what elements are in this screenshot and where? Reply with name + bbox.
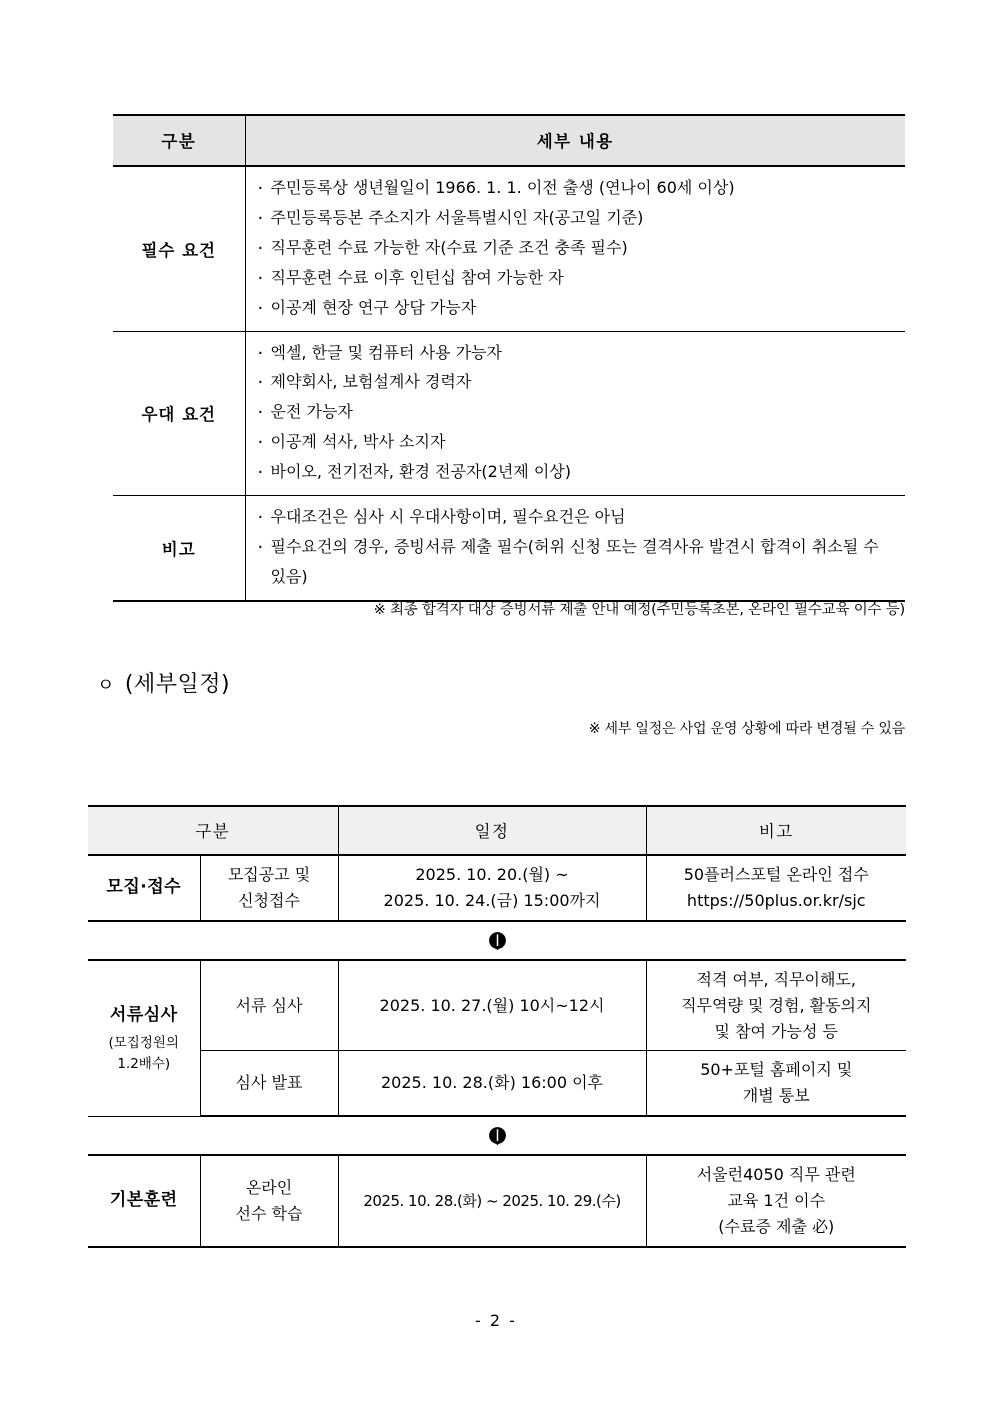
row-content-preferred [245,331,905,496]
remark-cell-result-announcement [646,1051,906,1116]
schedule-table [88,805,906,1248]
remark-line: 50+포털 홈페이지 및 [700,1060,853,1080]
row-content-essential [245,166,905,331]
flow-arrow-row [88,1116,906,1155]
stage-label-recruitment: 모집·접수 [88,855,200,921]
table-row [88,1155,906,1247]
task-line: 신청접수 [238,890,300,910]
task-label-document-review: 서류 심사 [200,960,338,1051]
bullet-list [256,502,900,592]
date-line: 2025. 10. 20.(월) ~ [415,865,569,884]
date-line: 2025. 10. 24.(금) 15:00까지 [383,890,601,910]
row-label-essential: 필수 요건 [113,166,245,331]
date-cell-document-review: 2025. 10. 27.(월) 10시~12시 [338,960,646,1051]
requirements-table [113,114,905,602]
col-header-remarks: 비고 [646,806,906,855]
remark-line: 직무역량 및 경험, 활동의지 [681,995,872,1015]
remark-line: 교육 1건 이수 [727,1191,826,1211]
table-row [88,855,906,921]
down-arrow-in-circle-icon [487,930,508,951]
table-row [113,331,905,496]
table-row [113,496,905,601]
table-row [113,166,905,331]
list-item: · 우대조건은 심사 시 우대사항이며, 필수요건은 아님 [256,502,900,532]
task-label-recruitment [200,855,338,921]
stage-label-basic-training: 기본훈련 [88,1155,200,1247]
remark-line: (수료증 제출 必) [718,1216,835,1236]
table1-footnote: ※ 최종 합격자 대상 증빙서류 제출 안내 예정(주민등록초본, 온라인 필수교육 이수 등) [373,602,905,618]
list-item: · 직무훈련 수료 가능한 자(수료 기준 조건 충족 필수) [256,233,900,263]
list-item: · 제약회사, 보험설계사 경력자 [256,367,900,397]
task-label-result-announcement: 심사 발표 [200,1051,338,1116]
list-item: · 이공계 현장 연구 상담 가능자 [256,293,900,323]
list-item: · 주민등록등본 주소지가 서울특별시인 자(공고일 기준) [256,203,900,233]
table-header-row [88,806,906,855]
list-item: · 필수요건의 경우, 증빙서류 제출 필수(허위 신청 또는 결격사유 발견시 합격이 취소될 수 있음) [256,532,900,592]
col-header-category: 구분 [88,806,338,855]
remark-cell-recruitment [646,855,906,921]
col-header-schedule: 일정 [338,806,646,855]
col-header-details: 세부 내용 [245,115,905,166]
task-line: 모집공고 및 [227,865,311,884]
portal-url-link[interactable]: https://50plus.or.kr/sjc [686,890,866,910]
stage-label-document-review [88,960,200,1117]
flow-arrow-cell [88,1116,906,1155]
stage-subtitle [92,1030,196,1075]
flow-arrow-cell [88,921,906,960]
list-item: · 직무훈련 수료 이후 인턴십 참여 가능한 자 [256,263,900,293]
task-label-basic-training [200,1155,338,1247]
remark-line: 적격 여부, 직무이해도, [696,969,856,989]
remark-line: 및 참여 가능성 등 [714,1021,838,1041]
remark-cell-document-review [646,960,906,1051]
bullet-list [256,338,900,488]
remark-line: 50플러스포털 온라인 접수 [683,865,869,884]
row-label-remarks: 비고 [113,496,245,601]
col-header-category: 구분 [113,115,245,166]
list-item: · 주민등록상 생년월일이 1966. 1. 1. 이전 출생 (연나이 60세 이상) [256,173,900,203]
date-cell-basic-training: 2025. 10. 28.(화) ~ 2025. 10. 29.(수) [338,1155,646,1247]
section-heading [97,667,230,698]
list-item: · 바이오, 전기전자, 환경 전공자(2년제 이상) [256,457,900,487]
stage-subtitle-line: (모집정원의 [108,1034,179,1051]
task-line: 온라인 [245,1178,293,1198]
remark-cell-basic-training [646,1155,906,1247]
task-line: 선수 학습 [235,1204,303,1224]
stage-title: 서류심사 [109,1005,178,1026]
flow-arrow-row [88,921,906,960]
bullet-list [256,173,900,323]
list-item: · 이공계 석사, 박사 소지자 [256,427,900,457]
down-arrow-in-circle-icon [487,1125,508,1146]
list-item: · 운전 가능자 [256,397,900,427]
date-cell-recruitment [338,855,646,921]
remark-line: 서울런4050 직무 관련 [696,1165,856,1185]
table-header-row [113,115,905,166]
row-label-preferred: 우대 요건 [113,331,245,496]
table-row [88,960,906,1051]
remark-line: 개별 통보 [742,1086,810,1106]
list-item: · 엑셀, 한글 및 컴퓨터 사용 가능자 [256,338,900,368]
table-row [88,1051,906,1116]
stage-subtitle-line: 1.2배수) [117,1055,171,1072]
date-cell-result-announcement: 2025. 10. 28.(화) 16:00 이후 [338,1051,646,1116]
circle-bullet-icon: ㅇ [97,675,115,696]
row-content-remarks [245,496,905,601]
section-title: (세부일정) [124,672,231,697]
section-note: ※ 세부 일정은 사업 운영 상황에 따라 변경될 수 있음 [588,721,905,737]
page-number: - 2 - [475,1311,517,1330]
